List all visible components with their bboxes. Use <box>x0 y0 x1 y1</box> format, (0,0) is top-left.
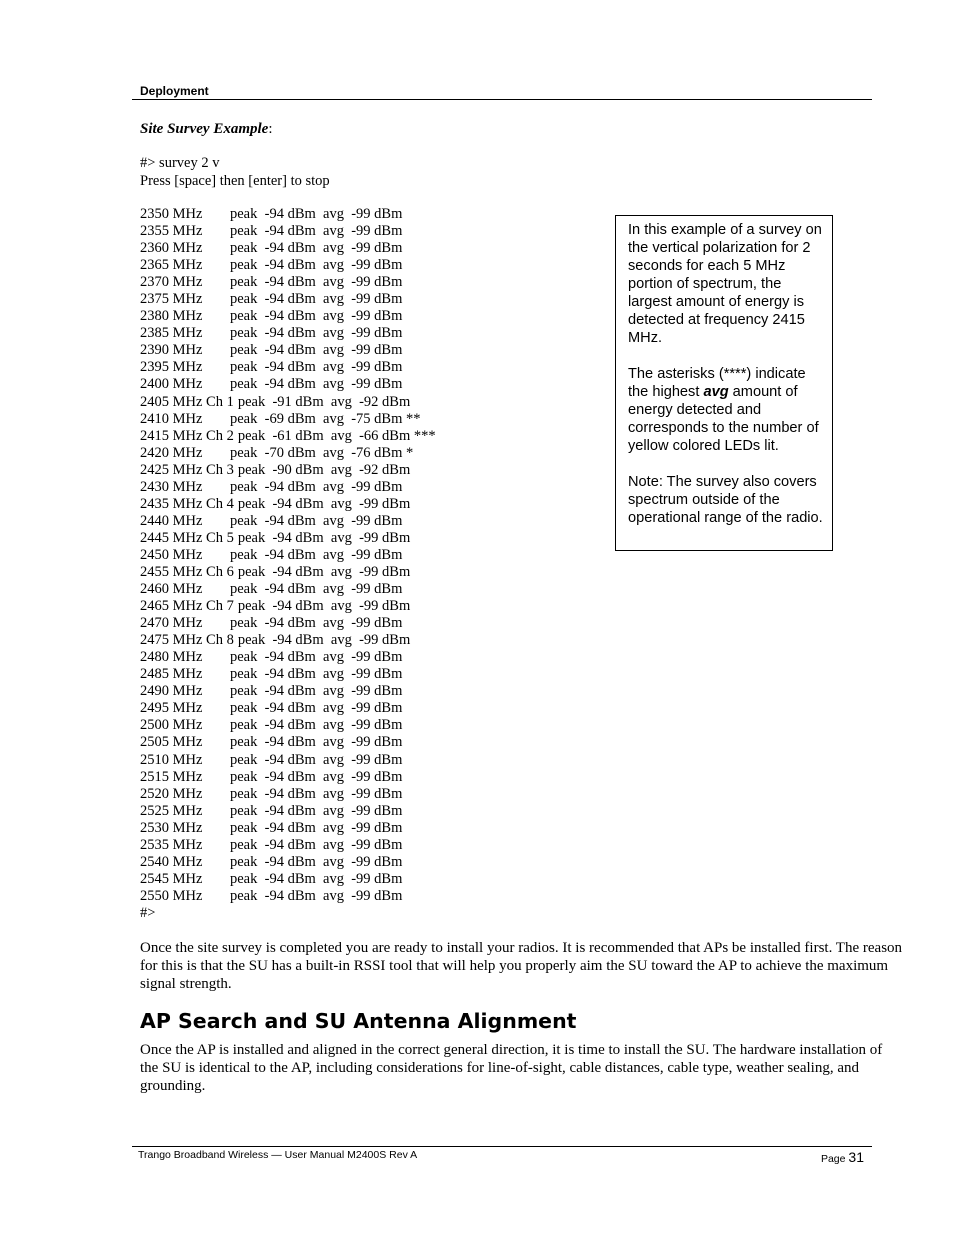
survey-frequency: 2375 MHz <box>140 291 203 308</box>
survey-row <box>140 803 436 820</box>
survey-frequency: 2525 MHz <box>140 802 203 819</box>
survey-frequency: 2515 MHz <box>140 768 203 785</box>
survey-frequency: 2410 MHz <box>140 410 203 427</box>
survey-frequency: 2390 MHz <box>140 342 203 359</box>
survey-reading: peak -94 dBm avg -99 dBm <box>230 274 403 291</box>
survey-frequency: 2370 MHz <box>140 274 203 291</box>
page-number <box>821 1149 864 1165</box>
survey-row <box>140 649 436 666</box>
survey-frequency: 2540 MHz <box>140 853 203 870</box>
survey-frequency: 2530 MHz <box>140 819 203 836</box>
survey-row <box>140 376 436 393</box>
body-paragraph-1: Once the site survey is completed you are ready to install your radios. It is recommended that APs be installed first. The reason for this is that the SU has a built-in RSSI tool that will help you properly aim the SU toward the AP to achieve the maximum signal strength. <box>140 940 903 992</box>
survey-frequency: 2455 MHz Ch 6 <box>140 563 234 580</box>
survey-row <box>140 359 436 376</box>
survey-frequency: 2350 MHz <box>140 206 203 222</box>
survey-reading: peak -94 dBm avg -99 dBm <box>230 240 403 257</box>
survey-frequency: 2445 MHz Ch 5 <box>140 529 234 546</box>
survey-reading: peak -94 dBm avg -99 dBm <box>230 223 403 240</box>
survey-frequency: 2465 MHz Ch 7 <box>140 598 234 615</box>
example-title <box>140 121 273 138</box>
page-label: Page <box>820 1153 849 1165</box>
survey-frequency: 2485 MHz <box>140 666 203 683</box>
survey-row <box>140 513 436 530</box>
survey-reading: peak -94 dBm avg -99 dBm <box>230 478 403 495</box>
survey-reading: peak -94 dBm avg -99 dBm <box>230 853 403 870</box>
survey-frequency: 2480 MHz <box>140 649 203 666</box>
survey-frequency: 2520 MHz <box>140 785 203 802</box>
survey-row <box>140 717 436 734</box>
example-title-text: Site Survey Example <box>140 121 269 137</box>
example-title-colon: : <box>268 121 273 137</box>
note-paragraph-1: In this example of a survey on the vertical polarization for 2 seconds for each 5 MHz portion of spectrum, the largest amount of energy is detected at frequency 2415 MHz. <box>628 222 822 346</box>
survey-row <box>140 700 436 717</box>
survey-reading: peak -91 dBm avg -92 dBm <box>237 393 411 410</box>
survey-reading: peak -94 dBm avg -99 dBm <box>230 717 403 734</box>
survey-row <box>140 547 436 564</box>
survey-frequency: 2495 MHz <box>140 700 203 717</box>
survey-reading: peak -94 dBm avg -99 dBm <box>230 768 403 785</box>
survey-frequency: 2460 MHz <box>140 581 203 598</box>
survey-frequency: 2475 MHz Ch 8 <box>140 632 234 649</box>
survey-note-box <box>615 215 833 551</box>
survey-reading: peak -94 dBm avg -99 dBm <box>230 819 403 836</box>
survey-reading: peak -94 dBm avg -99 dBm <box>237 529 411 546</box>
survey-frequency: 2535 MHz <box>140 836 203 853</box>
survey-frequency: 2365 MHz <box>140 257 203 274</box>
survey-reading: peak -61 dBm avg -66 dBm *** <box>237 427 436 444</box>
survey-row <box>140 598 436 615</box>
survey-reading: peak -94 dBm avg -99 dBm <box>230 887 403 904</box>
survey-row <box>140 615 436 632</box>
survey-row <box>140 786 436 803</box>
survey-row <box>140 257 436 274</box>
survey-reading: peak -94 dBm avg -99 dBm <box>230 802 403 819</box>
survey-row <box>140 325 436 342</box>
page-number-value: 31 <box>848 1149 864 1165</box>
survey-frequency: 2415 MHz Ch 2 <box>140 427 234 444</box>
survey-frequency: 2510 MHz <box>140 751 203 768</box>
survey-frequency: 2450 MHz <box>140 546 203 563</box>
survey-frequency: 2435 MHz Ch 4 <box>140 495 234 512</box>
survey-row <box>140 683 436 700</box>
survey-row <box>140 734 436 751</box>
survey-reading: peak -94 dBm avg -99 dBm <box>230 870 403 887</box>
survey-row <box>140 632 436 649</box>
survey-reading: peak -70 dBm avg -76 dBm * <box>230 444 414 461</box>
survey-reading: peak -94 dBm avg -99 dBm <box>237 598 411 615</box>
survey-reading: peak -94 dBm avg -99 dBm <box>230 615 403 632</box>
survey-row <box>140 462 436 479</box>
survey-row <box>140 496 436 513</box>
survey-reading: peak -94 dBm avg -99 dBm <box>230 785 403 802</box>
survey-reading: peak -94 dBm avg -99 dBm <box>230 581 403 598</box>
survey-reading: peak -94 dBm avg -99 dBm <box>230 751 403 768</box>
survey-row <box>140 223 436 240</box>
footer-title: Trango Broadband Wireless — User Manual M2400S Rev A <box>138 1149 418 1161</box>
survey-row <box>140 530 436 547</box>
survey-reading: peak -94 dBm avg -99 dBm <box>230 376 403 393</box>
header-rule <box>132 99 872 100</box>
survey-reading: peak -94 dBm avg -99 dBm <box>230 308 403 325</box>
note-p2-emphasis: avg <box>703 384 729 400</box>
survey-reading: peak -94 dBm avg -99 dBm <box>230 700 403 717</box>
note-paragraph-3: Note: The survey also covers spectrum outside of the operational range of the radio. <box>628 474 823 526</box>
note-p2-after: amount of energy detected and corresponds to the number of yellow colored LEDs lit. <box>628 384 819 454</box>
survey-frequency: 2360 MHz <box>140 240 203 257</box>
running-header: Deployment <box>140 84 209 98</box>
survey-frequency: 2545 MHz <box>140 870 203 887</box>
survey-frequency: 2425 MHz Ch 3 <box>140 461 234 478</box>
section-heading: AP Search and SU Antenna Alignment <box>140 1009 577 1033</box>
survey-row <box>140 581 436 598</box>
survey-frequency: 2420 MHz <box>140 444 203 461</box>
survey-reading: peak -94 dBm avg -99 dBm <box>230 836 403 853</box>
survey-reading: peak -94 dBm avg -99 dBm <box>230 206 403 222</box>
survey-reading: peak -94 dBm avg -99 dBm <box>230 291 403 308</box>
survey-row <box>140 888 436 905</box>
survey-frequency: 2470 MHz <box>140 615 203 632</box>
survey-reading: peak -94 dBm avg -99 dBm <box>237 563 411 580</box>
survey-row <box>140 411 436 428</box>
survey-reading: peak -94 dBm avg -99 dBm <box>230 546 403 563</box>
body-paragraph-2: Once the AP is installed and aligned in the correct general direction, it is time to install the SU. The hardware installation of the SU is identical to the AP, including considerations for line-of-sight, cable distances, cable type, weather sealing, and grounding. <box>140 1042 883 1094</box>
survey-frequency: 2355 MHz <box>140 223 203 240</box>
survey-row <box>140 445 436 462</box>
survey-frequency: 2500 MHz <box>140 717 203 734</box>
note-paragraph-2 <box>628 365 824 455</box>
survey-row <box>140 394 436 411</box>
survey-row <box>140 206 436 223</box>
survey-reading: peak -94 dBm avg -99 dBm <box>230 666 403 683</box>
survey-instruction: Press [space] then [enter] to stop <box>140 172 330 189</box>
survey-frequency: 2440 MHz <box>140 512 203 529</box>
survey-reading: peak -94 dBm avg -99 dBm <box>230 649 403 666</box>
survey-row <box>140 854 436 871</box>
survey-row <box>140 666 436 683</box>
survey-reading: peak -94 dBm avg -99 dBm <box>230 512 403 529</box>
survey-row <box>140 428 436 445</box>
survey-reading: peak -69 dBm avg -75 dBm ** <box>230 410 421 427</box>
survey-reading: peak -94 dBm avg -99 dBm <box>230 359 403 376</box>
survey-command: #> survey 2 v <box>140 155 220 171</box>
survey-row <box>140 837 436 854</box>
survey-frequency: 2385 MHz <box>140 325 203 342</box>
survey-frequency: 2400 MHz <box>140 376 203 393</box>
survey-command-block <box>140 155 330 190</box>
survey-row <box>140 752 436 769</box>
survey-row <box>140 291 436 308</box>
note-p2-before: The asterisks (****) indicate the highest <box>628 366 806 400</box>
survey-frequency: 2380 MHz <box>140 308 203 325</box>
survey-reading: peak -94 dBm avg -99 dBm <box>230 325 403 342</box>
survey-row <box>140 308 436 325</box>
footer-rule <box>132 1146 872 1147</box>
survey-row <box>140 479 436 496</box>
survey-row <box>140 871 436 888</box>
survey-row <box>140 564 436 581</box>
survey-frequency: 2395 MHz <box>140 359 203 376</box>
survey-prompt-end: #> <box>140 904 156 921</box>
survey-row <box>140 820 436 837</box>
survey-reading: peak -94 dBm avg -99 dBm <box>230 683 403 700</box>
survey-frequency: 2490 MHz <box>140 683 203 700</box>
survey-reading: peak -94 dBm avg -99 dBm <box>237 632 411 649</box>
survey-reading: peak -94 dBm avg -99 dBm <box>230 734 403 751</box>
survey-frequency: 2550 MHz <box>140 887 203 904</box>
survey-reading: peak -94 dBm avg -99 dBm <box>230 257 403 274</box>
survey-frequency: 2505 MHz <box>140 734 203 751</box>
survey-row <box>140 274 436 291</box>
survey-frequency: 2405 MHz Ch 1 <box>140 393 234 410</box>
survey-reading: peak -94 dBm avg -99 dBm <box>237 495 411 512</box>
survey-output <box>140 206 436 922</box>
survey-reading: peak -94 dBm avg -99 dBm <box>230 342 403 359</box>
survey-frequency: 2430 MHz <box>140 478 203 495</box>
survey-row <box>140 342 436 359</box>
survey-row <box>140 240 436 257</box>
survey-reading: peak -90 dBm avg -92 dBm <box>237 461 411 478</box>
survey-row <box>140 769 436 786</box>
